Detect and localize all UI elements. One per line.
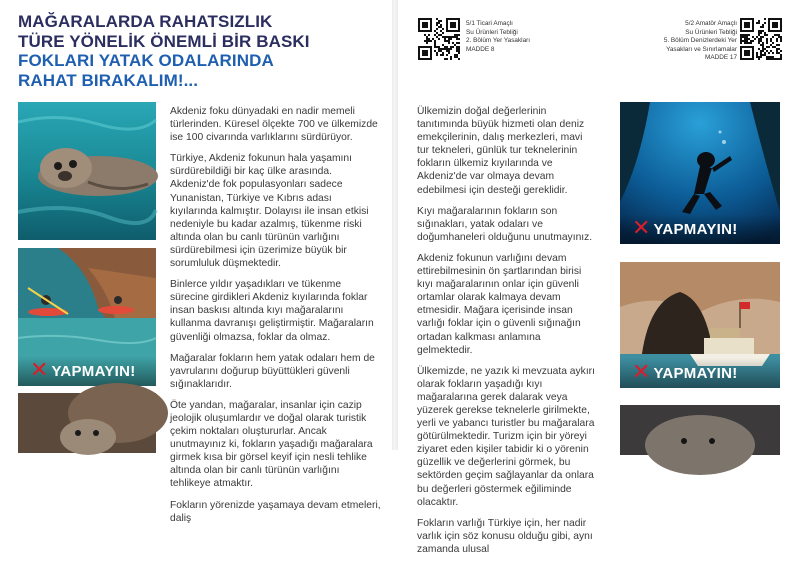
paragraph: Mağaralar fokların hem yatak odaları hem de yavrularını doğurup büyüttükleri güvenli sığınaklarıdır. [170, 352, 375, 390]
paragraph: Fokların yörenizde yaşamaya devam etmeleri, daliş [170, 499, 381, 524]
headline [18, 12, 388, 90]
paragraph: Akdeniz foku dünyadaki en nadir memeli türlerinden. Küresel ölçekte 700 ve ülkemizde ise 100 civarında varlıklarını sürdürüyor. [170, 106, 378, 144]
dont-banner [620, 358, 780, 388]
tour-boat-photo [620, 262, 780, 388]
seal-in-water-photo [18, 102, 156, 240]
kayak-cave-photo [18, 248, 156, 386]
qr-caption-right: 5/2 Amatör Amaçlı Su Ürünleri Tebliği 5. Bölüm Denizlerdeki Yer Yasakları ve Sınırlamalar MADDE 17 [663, 20, 737, 62]
paragraph: Ülkemizde, ne yazık ki mevzuata aykırı olarak fokların yaşadığı kıyı mağaralarına gerek dalarak veya yüzerek gerekse teknelerle girilmekte, yerli ve yabancı turistler bu mağaralara götürülmektedir. Turizm için bir yöreyi ziyaret eden kişiler tabidir ki o yörenin güzellik ve değerlerini görmek, bu sektörden geçim sağlayanlar da onlara bu değerleri göstermek eğiliminde olacaktır. [417, 365, 595, 508]
paragraph: Fokların varlığı Türkiye için, her nadir varlık için söz konusu olduğu gibi, aynı zamanda ulusal [417, 517, 593, 555]
paragraph: Öte yandan, mağaralar, insanlar için cazip jeolojik oluşumlardır ve doğal olarak turistik çekim noktaları oluştururlar. Ancak unutmayınız ki, fokların yaşadığı mağaralara girmek kısa bir görsel keyif için nesli tehlike altında olan bir canlı türünün varlığını tehlikeye atmaktır. [170, 399, 373, 490]
qr-code-icon[interactable] [740, 18, 782, 60]
headline-line-1: MAĞARALARDA RAHATSIZLIK [18, 12, 273, 31]
diver-photo [620, 102, 780, 244]
left-text-column [170, 105, 382, 533]
dont-label: YAPMAYIN! [653, 364, 738, 382]
red-x-icon: ✕ [30, 358, 49, 383]
seal-close-up-photo [620, 405, 780, 455]
qr-code-icon[interactable] [418, 18, 460, 60]
headline-line-3: FOKLARI YATAK ODALARINDA [18, 51, 274, 70]
paragraph: Ülkemizin doğal değerlerinin tanıtımında büyük hizmeti olan deniz emekçilerinin, dalış merkezleri, mavi tur tekneleri, günlük tur teknelerinin fokların ülkemiz kıyılarında ve Akdeniz'de var olmaya devam edebilmesi için desteği gereklidir. [417, 106, 585, 196]
paragraph: Kıyı mağaralarının fokların son sığınakları, yatak odaları ve doğumhaneleri olduğunu unutmayınız. [417, 205, 593, 243]
paragraph: Türkiye, Akdeniz fokunun hala yaşamını sürdürebildiği bir kaç ülke arasında. Akdeniz'de fok populasyonları sadece Yunanistan, Türkiye ve Kıbrıs adası kıyılarında kalmıştır. Dolayısı ile insan etkisi nedeniyle bu kadar azalmış, tükenme riski altında olan bu canlı türünün varlığını sürdürebilmesi için üzerimize büyük bir sorumluluk düşmektedir. [170, 153, 369, 270]
dont-banner [620, 214, 780, 244]
dont-banner [18, 356, 156, 386]
left-page [0, 0, 392, 524]
paragraph: Binlerce yıldır yaşadıkları ve tükenme sürecine girdikleri Akdeniz kıyılarında foklar insan baskısı altında kıyı mağaralarını kullanma davranışı geliştirmiştir. Mağaraların güvenliği olmazsa, foklar da olmaz. [170, 279, 374, 343]
qr-caption-left: 5/1 Ticari Amaçlı Su Ürünleri Tebliği 2. Bölüm Yer Yasakları MADDE 8 [466, 20, 531, 53]
red-x-icon: ✕ [632, 216, 651, 241]
right-text-column [417, 105, 597, 564]
dont-label: YAPMAYIN! [653, 220, 738, 238]
headline-line-4: RAHAT BIRAKALIM!... [18, 70, 199, 90]
dont-label: YAPMAYIN! [51, 362, 136, 380]
right-page [398, 0, 800, 555]
red-x-icon: ✕ [632, 360, 651, 385]
paragraph: Akdeniz fokunun varlığını devam ettirebilmesinin ön şartlarından birisi kıyı mağaralarının onlar için güvenli ortamlar olarak kalmaya devam etmesidir. Mağara içerisinde insan varlığı foklar için o güvenli sığınağın ortadan kalkması anlamına gelmektedir. [417, 252, 582, 356]
headline-line-2: TÜRE YÖNELİK ÖNEMLİ BİR BASKI [18, 31, 310, 51]
seal-in-cave-photo [18, 393, 156, 453]
